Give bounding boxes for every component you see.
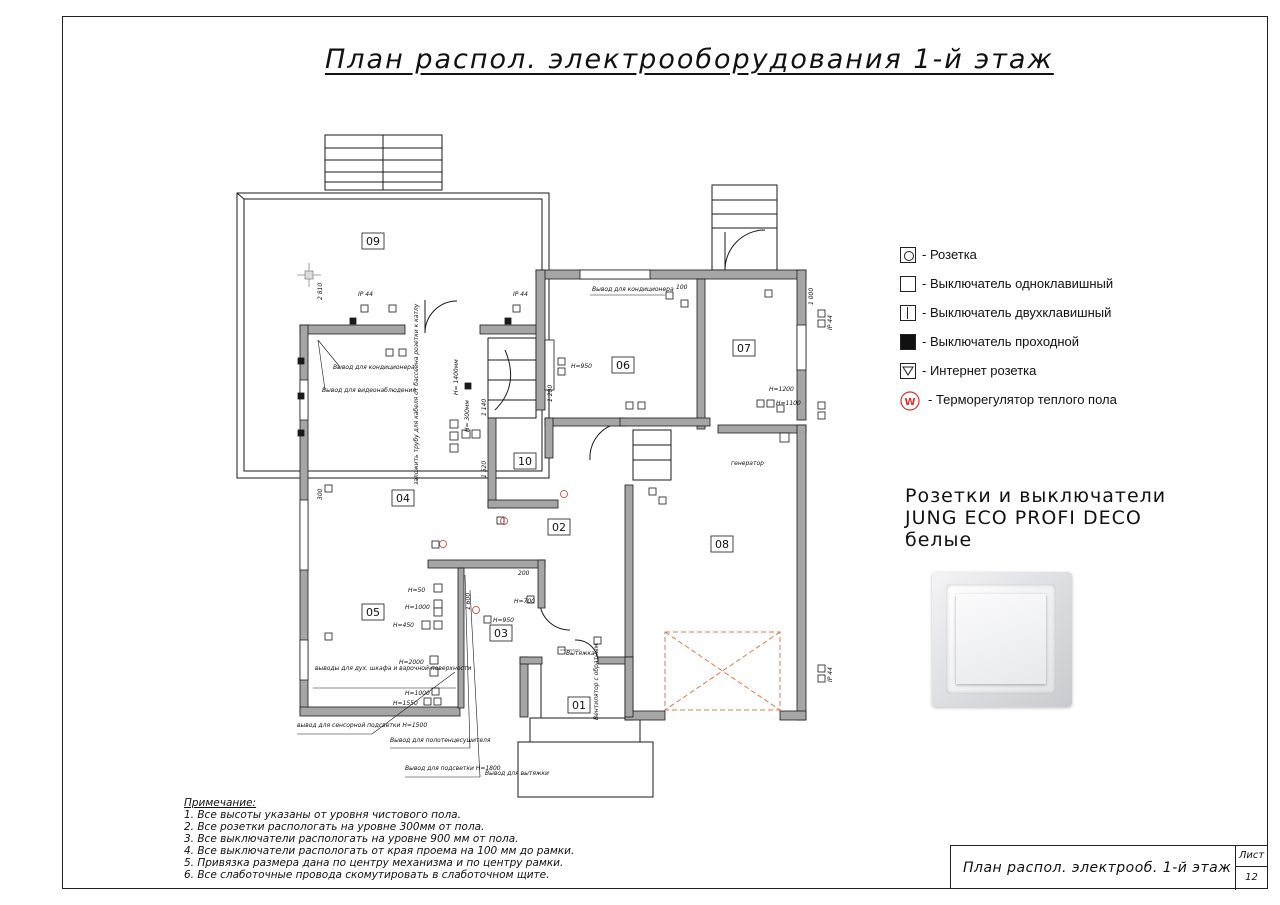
switch-rocker [956, 594, 1046, 684]
room-number-09: 09 [366, 235, 380, 248]
door-arc [425, 301, 457, 333]
label-dimension: 100 [676, 284, 688, 291]
label-backlight: Вывод для подсветки H=1800 [405, 765, 501, 772]
room-number-03: 03 [494, 627, 508, 640]
product-spec-line: JUNG ECO PROFI DECO [905, 507, 1142, 529]
sheet-number: 12 [1245, 872, 1258, 883]
room-number-06: 06 [616, 359, 630, 372]
label-hood: Вытяжка [566, 650, 595, 657]
legend-item [900, 327, 1117, 356]
product-spec-line: Розетки и выключатели [905, 485, 1167, 507]
label-dimension: 1 140 [481, 398, 488, 416]
label-ac-outlet: Вывод для кондиционера [333, 364, 415, 371]
thermostat-icon [900, 391, 918, 409]
label-cable-pipe-note: заложить трубу для кабеля от бассейна розетки к катлу [413, 303, 420, 485]
passthrough-switch-icon [900, 334, 916, 350]
label-ip44: IP 44 [358, 291, 373, 298]
notes-heading: Примечание: [184, 797, 257, 809]
label-oven-outlets: выводы для дух. шкафа и варочной поверхности [315, 665, 472, 672]
room-number-08: 08 [715, 538, 729, 551]
legend [900, 240, 1117, 414]
label-dimension: 1 000 [808, 287, 815, 305]
label-dimension: 200 [518, 570, 530, 577]
switch-frame [946, 584, 1056, 694]
title-block-name: План распол. электрооб. 1-й этаж [963, 860, 1232, 876]
legend-item [900, 240, 1117, 269]
notes [184, 797, 574, 881]
label-height: H=1000 [405, 690, 430, 697]
garage-door-marking [665, 632, 780, 710]
label-height: H=700 [514, 598, 535, 605]
legend-label: - Терморегулятор теплого пола [928, 392, 1117, 407]
legend-label: - Выключатель двухклавишный [922, 305, 1112, 320]
label-height: H=450 [393, 622, 414, 629]
label-ip44: IP 44 [827, 315, 834, 330]
svg-text:W: W [904, 396, 916, 408]
room-number-07: 07 [737, 342, 751, 355]
drawing-title: План распол. электрооборудования 1-й этаж [325, 44, 1054, 75]
socket-icon [900, 247, 916, 263]
room-number-04: 04 [396, 492, 410, 505]
room-number-01: 01 [572, 699, 586, 712]
terrace-steps [325, 135, 442, 190]
title-block [950, 845, 1268, 889]
note-item: 5. Привязка размера дана по центру механизма и по центру рамки. [184, 857, 564, 869]
label-height: H=1200 [769, 386, 794, 393]
legend-label: - Выключатель проходной [922, 334, 1080, 349]
label-sensor-light: вывод для сенсорной подсветки H=1500 [297, 722, 428, 729]
label-height: H= 300мм [464, 400, 471, 432]
label-height: H=950 [571, 363, 592, 370]
single-switch-icon [900, 276, 916, 292]
terrace-outline [237, 193, 549, 478]
room-number-02: 02 [552, 521, 566, 534]
sheet-label: Лист [1236, 846, 1267, 867]
entrance-steps [712, 185, 777, 270]
label-dimension: 2 810 [317, 282, 324, 300]
label-ac-outlet-2: Вывод для кондиционера [592, 286, 674, 293]
legend-item [900, 385, 1117, 414]
label-video-outlet: Вывод для видеонаблюдения [322, 387, 417, 394]
note-item: 3. Все выключатели распологать на уровне 900 мм от пола. [184, 833, 519, 845]
legend-label: - Розетка [922, 247, 977, 262]
label-dimension: 1 520 [481, 460, 488, 478]
room-number-05: 05 [366, 606, 380, 619]
walls [300, 270, 806, 720]
note-item: 4. Все выключатели распологать от края проема на 100 мм до рамки. [184, 845, 575, 857]
product-spec [905, 485, 1166, 551]
label-generator: генератор [731, 460, 764, 467]
label-height: H=950 [493, 617, 514, 624]
sheet-number-box [1235, 846, 1267, 890]
label-dimension: 1 200 [547, 384, 554, 402]
label-fan: Вентилятор с обратным [593, 643, 600, 720]
note-item: 1. Все высоты указаны от уровня чистового пола. [184, 809, 461, 821]
legend-item [900, 298, 1117, 327]
internet-socket-icon [900, 363, 916, 379]
label-exhaust: Вывод для вытяжки [485, 770, 549, 777]
label-dimension: 300 [317, 488, 324, 500]
product-spec-line: белые [905, 529, 973, 551]
label-height: H=50 [408, 587, 426, 594]
label-height: H=1550 [393, 700, 418, 707]
room-number-10: 10 [518, 455, 532, 468]
legend-item [900, 356, 1117, 385]
label-dimension: 1 600 [465, 592, 472, 610]
note-item: 2. Все розетки распологать на уровне 300мм от пола. [184, 821, 485, 833]
legend-item [900, 269, 1117, 298]
label-height: H=1100 [776, 400, 801, 407]
legend-label: - Интернет розетка [922, 363, 1037, 378]
label-towel-warmer: Вывод для полотенцесушителя [390, 737, 491, 744]
label-ip44: IP 44 [827, 667, 834, 682]
label-ip44: IP 44 [513, 291, 528, 298]
switch-product-image [932, 572, 1072, 707]
label-height: H=2000 [399, 659, 424, 666]
note-item: 6. Все слаботочные провода скомутировать в слаботочном щите. [184, 869, 550, 881]
double-switch-icon [900, 305, 916, 321]
legend-label: - Выключатель одноклавишный [922, 276, 1114, 291]
label-height: H= 1400мм [453, 359, 460, 395]
label-height: H=1000 [405, 604, 430, 611]
